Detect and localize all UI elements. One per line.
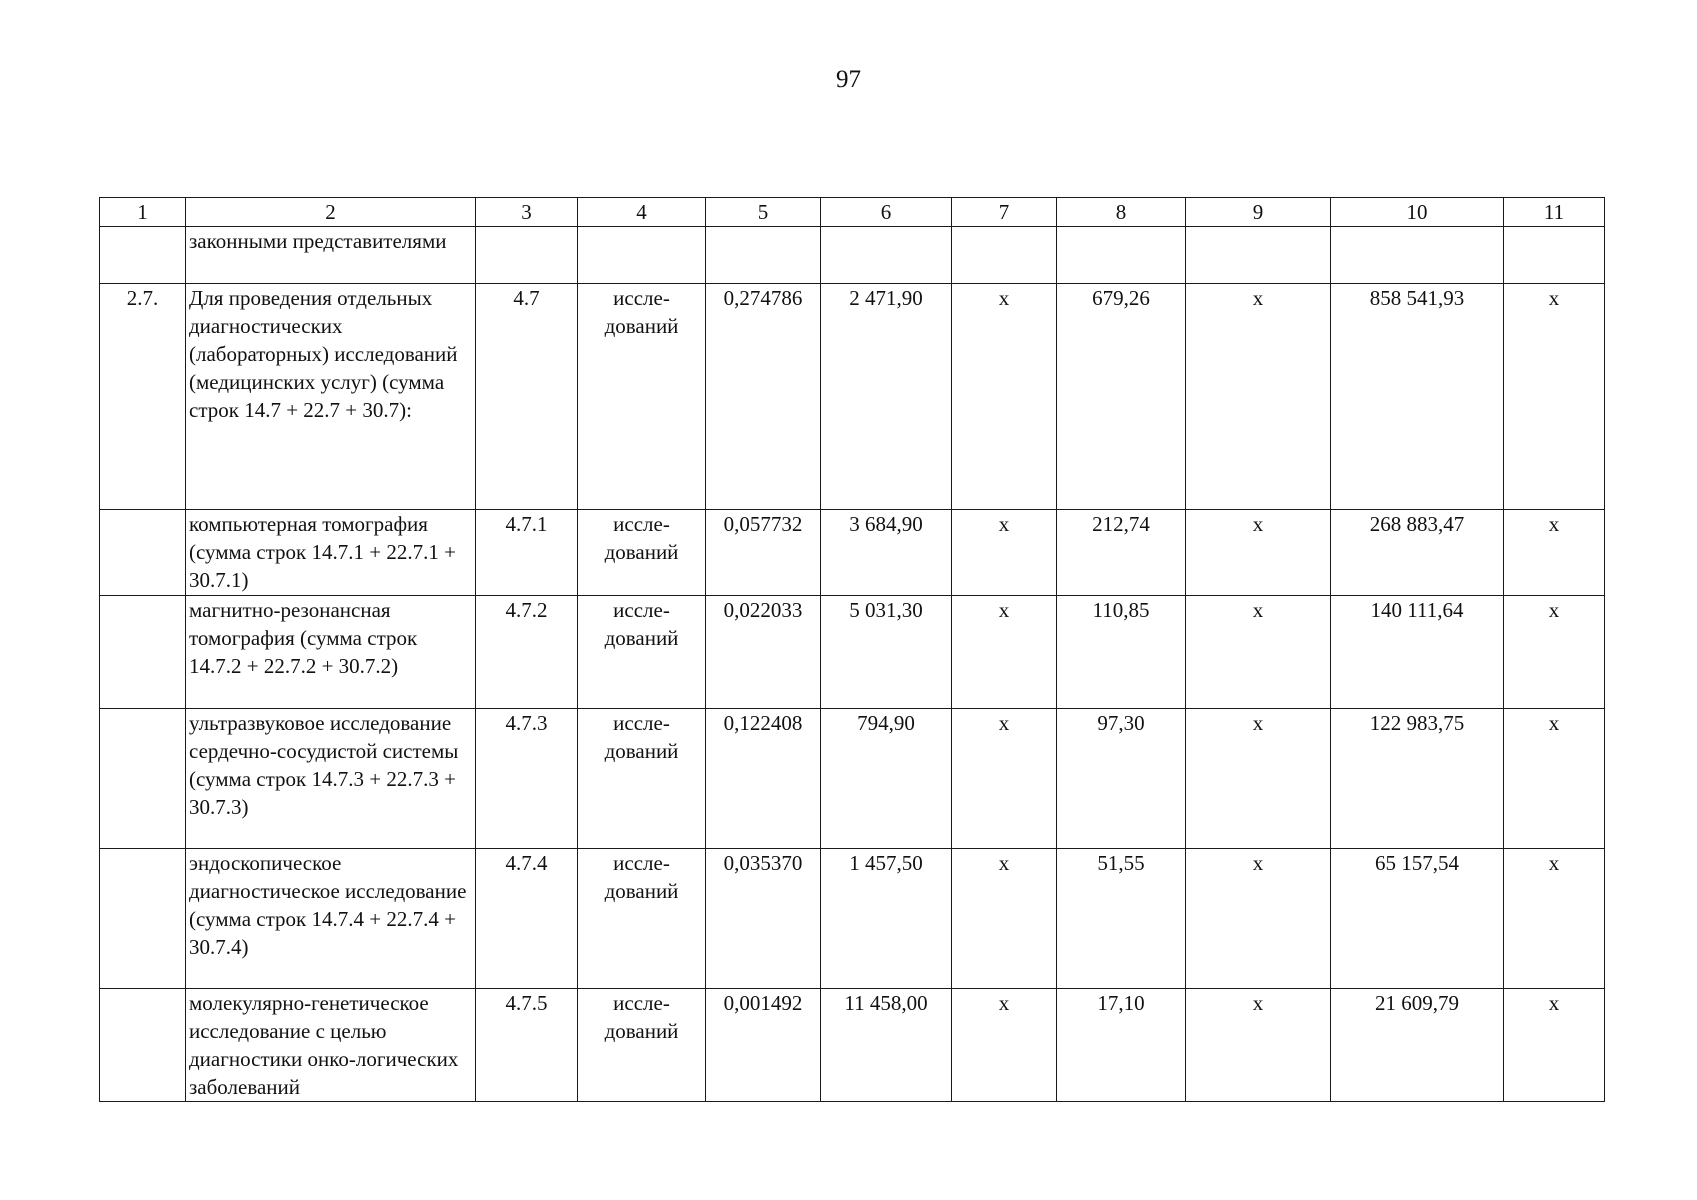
col-7: х bbox=[952, 510, 1057, 596]
table-row bbox=[100, 989, 1605, 1102]
table-cell bbox=[578, 227, 706, 284]
unit: иссле-дований bbox=[578, 510, 706, 596]
norm: 3 684,90 bbox=[821, 510, 952, 596]
col-7: х bbox=[952, 596, 1057, 709]
col-8: 97,30 bbox=[1057, 709, 1186, 849]
column-number: 3 bbox=[476, 198, 578, 227]
rate: 0,274786 bbox=[706, 284, 821, 510]
continuation-text: законными представителями bbox=[186, 227, 476, 284]
col-11: х bbox=[1504, 989, 1605, 1102]
col-11: х bbox=[1504, 709, 1605, 849]
col-10: 21 609,79 bbox=[1331, 989, 1504, 1102]
column-number: 10 bbox=[1331, 198, 1504, 227]
col-8: 212,74 bbox=[1057, 510, 1186, 596]
column-number: 7 bbox=[952, 198, 1057, 227]
col-7: х bbox=[952, 989, 1057, 1102]
page-number: 97 bbox=[836, 66, 861, 93]
col-9: х bbox=[1186, 596, 1331, 709]
col-7: х bbox=[952, 849, 1057, 989]
table-cell bbox=[1057, 227, 1186, 284]
col-9: х bbox=[1186, 284, 1331, 510]
table-row bbox=[100, 284, 1605, 510]
column-number: 9 bbox=[1186, 198, 1331, 227]
table-cell bbox=[476, 227, 578, 284]
norm: 2 471,90 bbox=[821, 284, 952, 510]
column-number: 5 bbox=[706, 198, 821, 227]
row-number bbox=[100, 510, 186, 596]
unit: иссле-дований bbox=[578, 709, 706, 849]
column-number: 4 bbox=[578, 198, 706, 227]
table-cell bbox=[1331, 227, 1504, 284]
unit: иссле-дований bbox=[578, 284, 706, 510]
col-7: х bbox=[952, 709, 1057, 849]
rate: 0,001492 bbox=[706, 989, 821, 1102]
col-10: 122 983,75 bbox=[1331, 709, 1504, 849]
data-table bbox=[99, 197, 1605, 1102]
col-9: х bbox=[1186, 849, 1331, 989]
col-8: 679,26 bbox=[1057, 284, 1186, 510]
col-10: 65 157,54 bbox=[1331, 849, 1504, 989]
row-name: эндоскопическое диагностическое исследование (сумма строк 14.7.4 + 22.7.4 + 30.7.4) bbox=[186, 849, 476, 989]
norm: 11 458,00 bbox=[821, 989, 952, 1102]
col-11: х bbox=[1504, 849, 1605, 989]
col-9: х bbox=[1186, 709, 1331, 849]
row-number bbox=[100, 596, 186, 709]
table-cell bbox=[1504, 227, 1605, 284]
norm: 1 457,50 bbox=[821, 849, 952, 989]
rate: 0,057732 bbox=[706, 510, 821, 596]
unit: иссле-дований bbox=[578, 849, 706, 989]
norm: 794,90 bbox=[821, 709, 952, 849]
table-row bbox=[100, 596, 1605, 709]
row-name: магнитно-резонансная томография (сумма строк 14.7.2 + 22.7.2 + 30.7.2) bbox=[186, 596, 476, 709]
table-row bbox=[100, 510, 1605, 596]
row-name: молекулярно-генетическое исследование с целью диагностики онко-логических заболеваний bbox=[186, 989, 476, 1102]
col-10: 268 883,47 bbox=[1331, 510, 1504, 596]
row-number bbox=[100, 989, 186, 1102]
col-10: 858 541,93 bbox=[1331, 284, 1504, 510]
row-code: 4.7 bbox=[476, 284, 578, 510]
col-7: х bbox=[952, 284, 1057, 510]
col-9: х bbox=[1186, 510, 1331, 596]
col-8: 17,10 bbox=[1057, 989, 1186, 1102]
row-code: 4.7.3 bbox=[476, 709, 578, 849]
table-row bbox=[100, 709, 1605, 849]
column-number: 1 bbox=[100, 198, 186, 227]
table-cell bbox=[100, 227, 186, 284]
row-code: 4.7.1 bbox=[476, 510, 578, 596]
column-number: 11 bbox=[1504, 198, 1605, 227]
row-number: 2.7. bbox=[100, 284, 186, 510]
row-number bbox=[100, 709, 186, 849]
col-8: 110,85 bbox=[1057, 596, 1186, 709]
col-8: 51,55 bbox=[1057, 849, 1186, 989]
rate: 0,035370 bbox=[706, 849, 821, 989]
continuation-row bbox=[100, 227, 1605, 284]
rate: 0,122408 bbox=[706, 709, 821, 849]
col-11: х bbox=[1504, 510, 1605, 596]
col-11: х bbox=[1504, 596, 1605, 709]
unit: иссле-дований bbox=[578, 989, 706, 1102]
row-code: 4.7.4 bbox=[476, 849, 578, 989]
norm: 5 031,30 bbox=[821, 596, 952, 709]
table-cell bbox=[1186, 227, 1331, 284]
row-code: 4.7.5 bbox=[476, 989, 578, 1102]
row-name: ультразвуковое исследование сердечно-сосудистой системы (сумма строк 14.7.3 + 22.7.3 + 30.7.3) bbox=[186, 709, 476, 849]
table-header-row bbox=[100, 198, 1605, 227]
unit: иссле-дований bbox=[578, 596, 706, 709]
table-cell bbox=[706, 227, 821, 284]
col-10: 140 111,64 bbox=[1331, 596, 1504, 709]
table-cell bbox=[952, 227, 1057, 284]
row-number bbox=[100, 849, 186, 989]
row-name: компьютерная томография (сумма строк 14.7.1 + 22.7.1 + 30.7.1) bbox=[186, 510, 476, 596]
row-name: Для проведения отдельных диагностических (лабораторных) исследований (медицинских услуг) (сумма строк 14.7 + 22.7 + 30.7): bbox=[186, 284, 476, 510]
col-9: х bbox=[1186, 989, 1331, 1102]
rate: 0,022033 bbox=[706, 596, 821, 709]
row-code: 4.7.2 bbox=[476, 596, 578, 709]
column-number: 8 bbox=[1057, 198, 1186, 227]
table-row bbox=[100, 849, 1605, 989]
column-number: 6 bbox=[821, 198, 952, 227]
col-11: х bbox=[1504, 284, 1605, 510]
table-cell bbox=[821, 227, 952, 284]
column-number: 2 bbox=[186, 198, 476, 227]
